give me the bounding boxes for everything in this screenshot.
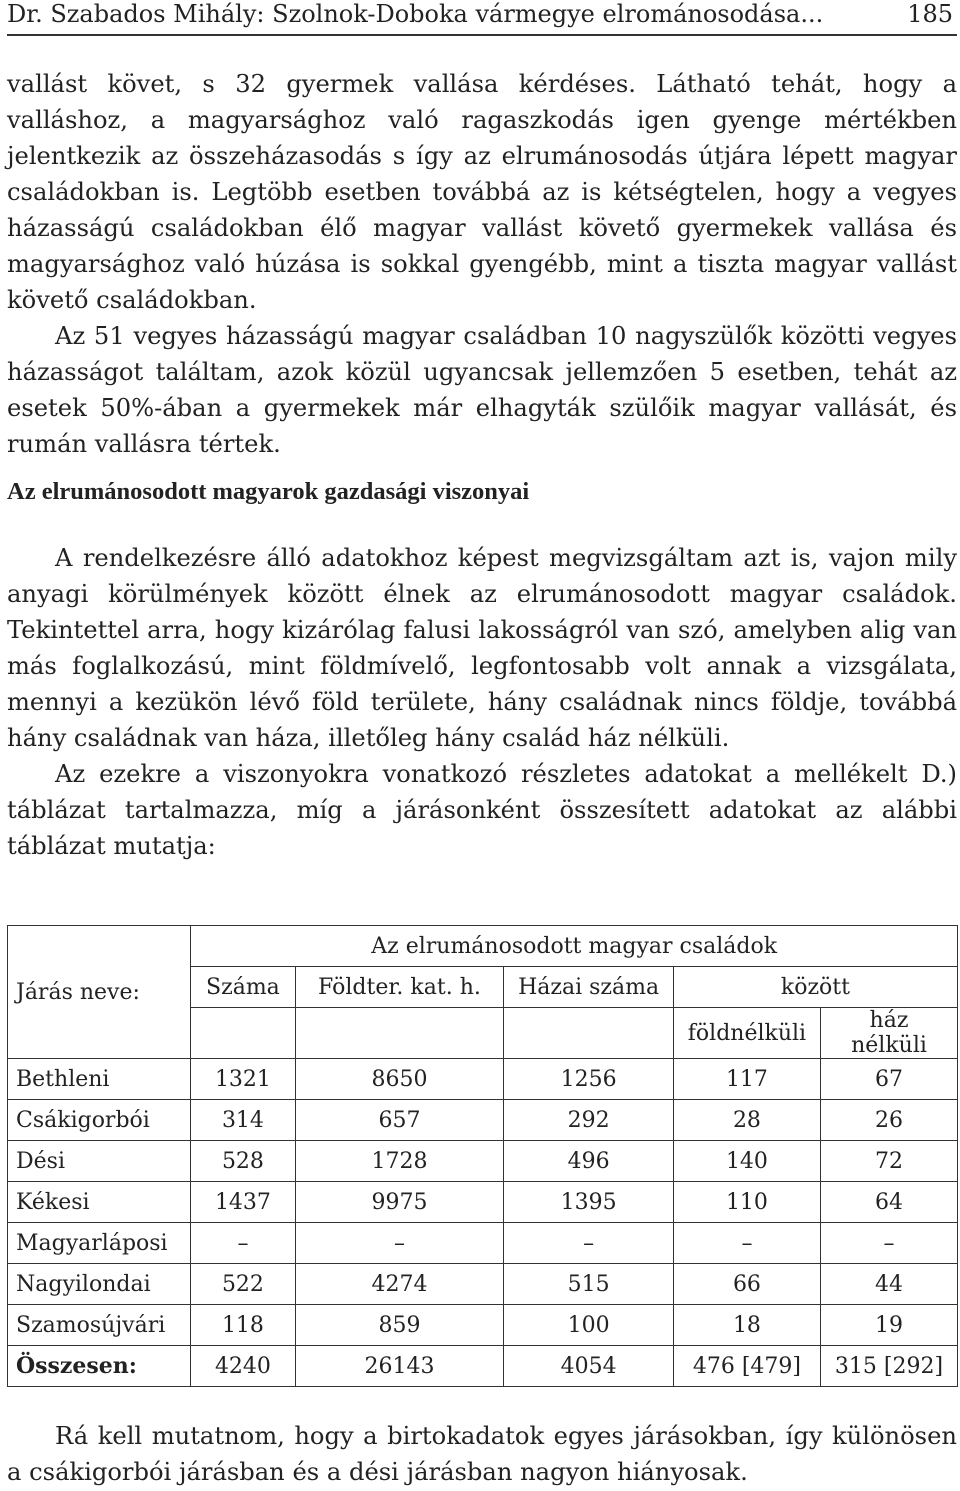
page-number: 185 xyxy=(907,0,953,28)
table-cell: 26 xyxy=(820,1100,957,1141)
header-cell-empty xyxy=(191,1008,295,1059)
table-total-row xyxy=(8,1346,958,1387)
table-cell: 496 xyxy=(504,1141,674,1182)
table-cell: 528 xyxy=(191,1141,295,1182)
table-cell: 1728 xyxy=(295,1141,504,1182)
table-cell: 315 [292] xyxy=(820,1346,957,1387)
header-cell-hazai: Házai száma xyxy=(504,967,674,1008)
running-head-title: Dr. Szabados Mihály: Szolnok-Doboka vármegye elrománosodása... xyxy=(7,0,824,28)
table-row xyxy=(8,1059,958,1100)
table-cell: – xyxy=(820,1223,957,1264)
table-cell: 117 xyxy=(673,1059,820,1100)
table-cell: 1437 xyxy=(191,1182,295,1223)
table-row xyxy=(8,1141,958,1182)
table-cell: – xyxy=(673,1223,820,1264)
table-row xyxy=(8,1223,958,1264)
header-cell-kozott: között xyxy=(673,967,957,1008)
table-cell: 9975 xyxy=(295,1182,504,1223)
header-cell-foldnelkuli: földnélküli xyxy=(673,1008,820,1059)
table-cell: – xyxy=(295,1223,504,1264)
section-heading: Az elrumánosodott magyarok gazdasági viszonyai xyxy=(7,478,530,505)
table-cell: 4274 xyxy=(295,1264,504,1305)
table-cell: 118 xyxy=(191,1305,295,1346)
table-cell: Nagyilondai xyxy=(8,1264,191,1305)
table-cell: 19 xyxy=(820,1305,957,1346)
table-cell: 1395 xyxy=(504,1182,674,1223)
table-cell: 140 xyxy=(673,1141,820,1182)
data-table xyxy=(7,925,958,1387)
table-cell: 4054 xyxy=(504,1346,674,1387)
paragraph: A rendelkezésre álló adatokhoz képest megvizsgáltam azt is, vajon mily anyagi körülmények között élnek az elrumánosodott magyar családok. Tekintettel arra, hogy kizárólag falusi lakosságról van szó, amelyben alig van más foglalkozású, mint földmívelő, legfontosabb volt annak a vizsgálata, mennyi a kezükön lévő föld területe, hány családnak nincs földje, továbbá hány családnak van háza, illetőleg hány család ház nélküli. xyxy=(7,544,957,752)
table-row xyxy=(8,1264,958,1305)
table-cell: 28 xyxy=(673,1100,820,1141)
running-head xyxy=(7,0,957,36)
table-cell: 72 xyxy=(820,1141,957,1182)
header-cell-empty xyxy=(295,1008,504,1059)
paragraph: Az ezekre a viszonyokra vonatkozó részletes adatokat a mellékelt D.) táblázat tartalmazza, míg a járásonként összesített adatokat az alábbi táblázat mutatja: xyxy=(7,760,957,860)
table-cell: 1321 xyxy=(191,1059,295,1100)
header-cell-foldter: Földter. kat. h. xyxy=(295,967,504,1008)
table-cell: 515 xyxy=(504,1264,674,1305)
table-cell: 1256 xyxy=(504,1059,674,1100)
table-cell: 292 xyxy=(504,1100,674,1141)
table-cell: 657 xyxy=(295,1100,504,1141)
table-cell: 67 xyxy=(820,1059,957,1100)
paragraph: vallást követ, s 32 gyermek vallása kérdéses. Látható tehát, hogy a valláshoz, a magyarsághoz való ragaszkodás igen gyenge mértékben jelentkezik az összeházasodás s így az elrumánosodás útjára lépett magyar családokban is. Legtöbb esetben továbbá az is kétségtelen, hogy a vegyes házasságú családokban élő magyar vallást követő gyermekek vallása és magyarsághoz való húzása is sokkal gyengébb, mint a tiszta magyar vallást követő családokban. xyxy=(7,70,957,314)
table-cell: Csákigorbói xyxy=(8,1100,191,1141)
table-cell: 859 xyxy=(295,1305,504,1346)
header-cell-name: Járás neve: xyxy=(8,926,191,1059)
table-cell: Kékesi xyxy=(8,1182,191,1223)
table-row xyxy=(8,1100,958,1141)
table-cell: 314 xyxy=(191,1100,295,1141)
table-cell: 18 xyxy=(673,1305,820,1346)
header-cell-haz-nelkuli: ház nélküli xyxy=(820,1008,957,1059)
table-cell: 64 xyxy=(820,1182,957,1223)
table-cell: – xyxy=(191,1223,295,1264)
table-row xyxy=(8,1182,958,1223)
table-cell: 522 xyxy=(191,1264,295,1305)
table-cell: 476 [479] xyxy=(673,1346,820,1387)
header-cell-szama: Száma xyxy=(191,967,295,1008)
table-cell: 100 xyxy=(504,1305,674,1346)
body-text-middle xyxy=(7,540,957,864)
table-cell: Szamosújvári xyxy=(8,1305,191,1346)
table-header-row xyxy=(8,926,958,967)
table-cell: Bethleni xyxy=(8,1059,191,1100)
table-cell: 110 xyxy=(673,1182,820,1223)
table-row xyxy=(8,1305,958,1346)
header-cell-group: Az elrumánosodott magyar családok xyxy=(191,926,958,967)
table-cell: 4240 xyxy=(191,1346,295,1387)
body-text-top xyxy=(7,66,957,462)
table-cell: 26143 xyxy=(295,1346,504,1387)
table-cell: Összesen: xyxy=(8,1346,191,1387)
table-cell: 66 xyxy=(673,1264,820,1305)
paragraph: Rá kell mutatnom, hogy a birtokadatok egyes járásokban, így különösen a csákigorbói járásban és a dési járásban nagyon hiányosak. xyxy=(7,1422,957,1486)
table-cell: Magyarláposi xyxy=(8,1223,191,1264)
header-cell-empty xyxy=(504,1008,674,1059)
table-cell: Dési xyxy=(8,1141,191,1182)
table-cell: – xyxy=(504,1223,674,1264)
table-cell: 44 xyxy=(820,1264,957,1305)
paragraph: Az 51 vegyes házasságú magyar családban 10 nagyszülők közötti vegyes házasságot találtam, azok közül ugyancsak jellemzően 5 esetben, tehát az esetek 50%-ában a gyermekek már elhagyták szülőik magyar vallását, és rumán vallásra tértek. xyxy=(7,322,957,458)
body-text-bottom xyxy=(7,1418,957,1490)
table-cell: 8650 xyxy=(295,1059,504,1100)
